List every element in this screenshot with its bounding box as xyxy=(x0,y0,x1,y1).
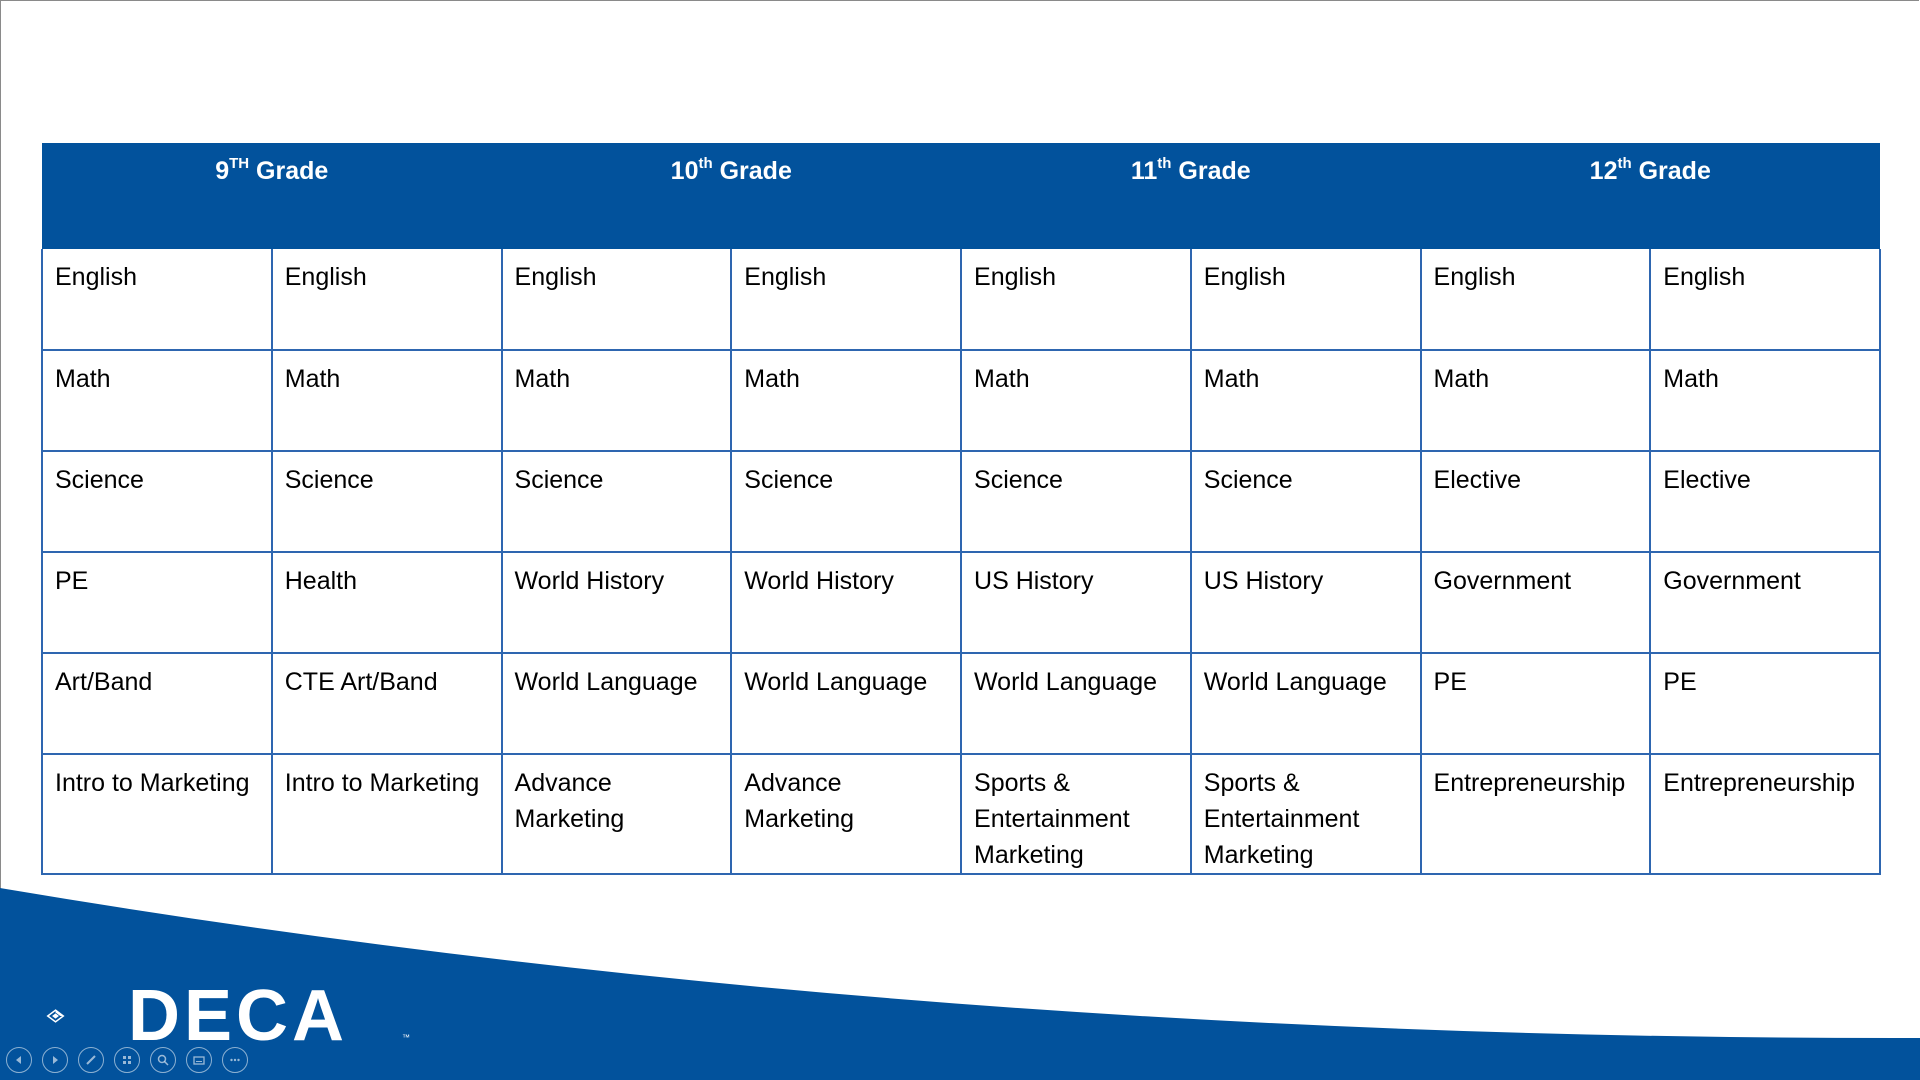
table-cell: Math xyxy=(272,350,502,451)
table-cell: PE xyxy=(42,552,272,653)
subtitles-icon[interactable] xyxy=(186,1047,212,1073)
slides-grid-icon[interactable] xyxy=(114,1047,140,1073)
table-cell: English xyxy=(1191,249,1421,350)
table-cell: Math xyxy=(502,350,732,451)
table-row xyxy=(42,350,1880,451)
next-icon[interactable] xyxy=(42,1047,68,1073)
table-cell: Advance Marketing xyxy=(502,754,732,874)
table-cell: World Language xyxy=(502,653,732,754)
table-cell: Advance Marketing xyxy=(731,754,961,874)
table-cell: English xyxy=(961,249,1191,350)
table-cell: Math xyxy=(1191,350,1421,451)
course-table-body xyxy=(42,249,1880,874)
table-cell: PE xyxy=(1650,653,1880,754)
table-cell: Elective xyxy=(1421,451,1651,552)
table-cell: English xyxy=(1421,249,1651,350)
table-cell: English xyxy=(1650,249,1880,350)
table-cell: PE xyxy=(1421,653,1651,754)
more-options-icon[interactable] xyxy=(222,1047,248,1073)
deca-diamond-icon xyxy=(46,985,126,1047)
table-cell: Science xyxy=(502,451,732,552)
presenter-toolbar xyxy=(6,1047,248,1073)
zoom-icon[interactable] xyxy=(150,1047,176,1073)
table-cell: World Language xyxy=(1191,653,1421,754)
table-cell: English xyxy=(502,249,732,350)
table-cell: US History xyxy=(1191,552,1421,653)
pen-icon[interactable] xyxy=(78,1047,104,1073)
table-cell: Government xyxy=(1421,552,1651,653)
table-cell: Sports & Entertainment Marketing xyxy=(1191,754,1421,874)
table-row xyxy=(42,552,1880,653)
table-cell: Art/Band xyxy=(42,653,272,754)
table-row xyxy=(42,249,1880,350)
logo-trademark: ™ xyxy=(402,1033,410,1042)
course-plan-table xyxy=(41,143,1881,875)
table-cell: Sports & Entertainment Marketing xyxy=(961,754,1191,874)
table-cell: World History xyxy=(502,552,732,653)
table-cell: World Language xyxy=(961,653,1191,754)
table-cell: Math xyxy=(42,350,272,451)
table-row xyxy=(42,653,1880,754)
table-cell: Math xyxy=(1650,350,1880,451)
table-cell: Science xyxy=(731,451,961,552)
table-cell: World History xyxy=(731,552,961,653)
table-cell: Elective xyxy=(1650,451,1880,552)
table-cell: Math xyxy=(961,350,1191,451)
table-cell: English xyxy=(731,249,961,350)
grade-header-11: 11th Grade xyxy=(961,143,1421,249)
grade-header-9: 9TH Grade xyxy=(42,143,502,249)
deca-logo-text: DECA xyxy=(128,976,349,1056)
grade-header-row xyxy=(42,143,1880,249)
grade-header-10: 10th Grade xyxy=(502,143,962,249)
table-cell: Science xyxy=(961,451,1191,552)
table-cell: Entrepreneurship xyxy=(1421,754,1651,874)
table-cell: US History xyxy=(961,552,1191,653)
table-cell: Health xyxy=(272,552,502,653)
table-cell: Math xyxy=(1421,350,1651,451)
table-cell: World Language xyxy=(731,653,961,754)
grade-header-12: 12th Grade xyxy=(1421,143,1881,249)
previous-icon[interactable] xyxy=(6,1047,32,1073)
table-cell: Math xyxy=(731,350,961,451)
table-cell: English xyxy=(272,249,502,350)
table-cell: Intro to Marketing xyxy=(272,754,502,874)
table-row xyxy=(42,451,1880,552)
table-row xyxy=(42,754,1880,874)
table-cell: Intro to Marketing xyxy=(42,754,272,874)
table-cell: Science xyxy=(1191,451,1421,552)
table-cell: English xyxy=(42,249,272,350)
table-cell: CTE Art/Band xyxy=(272,653,502,754)
table-cell: Government xyxy=(1650,552,1880,653)
table-cell: Entrepreneurship xyxy=(1650,754,1880,874)
table-cell: Science xyxy=(42,451,272,552)
table-cell: Science xyxy=(272,451,502,552)
